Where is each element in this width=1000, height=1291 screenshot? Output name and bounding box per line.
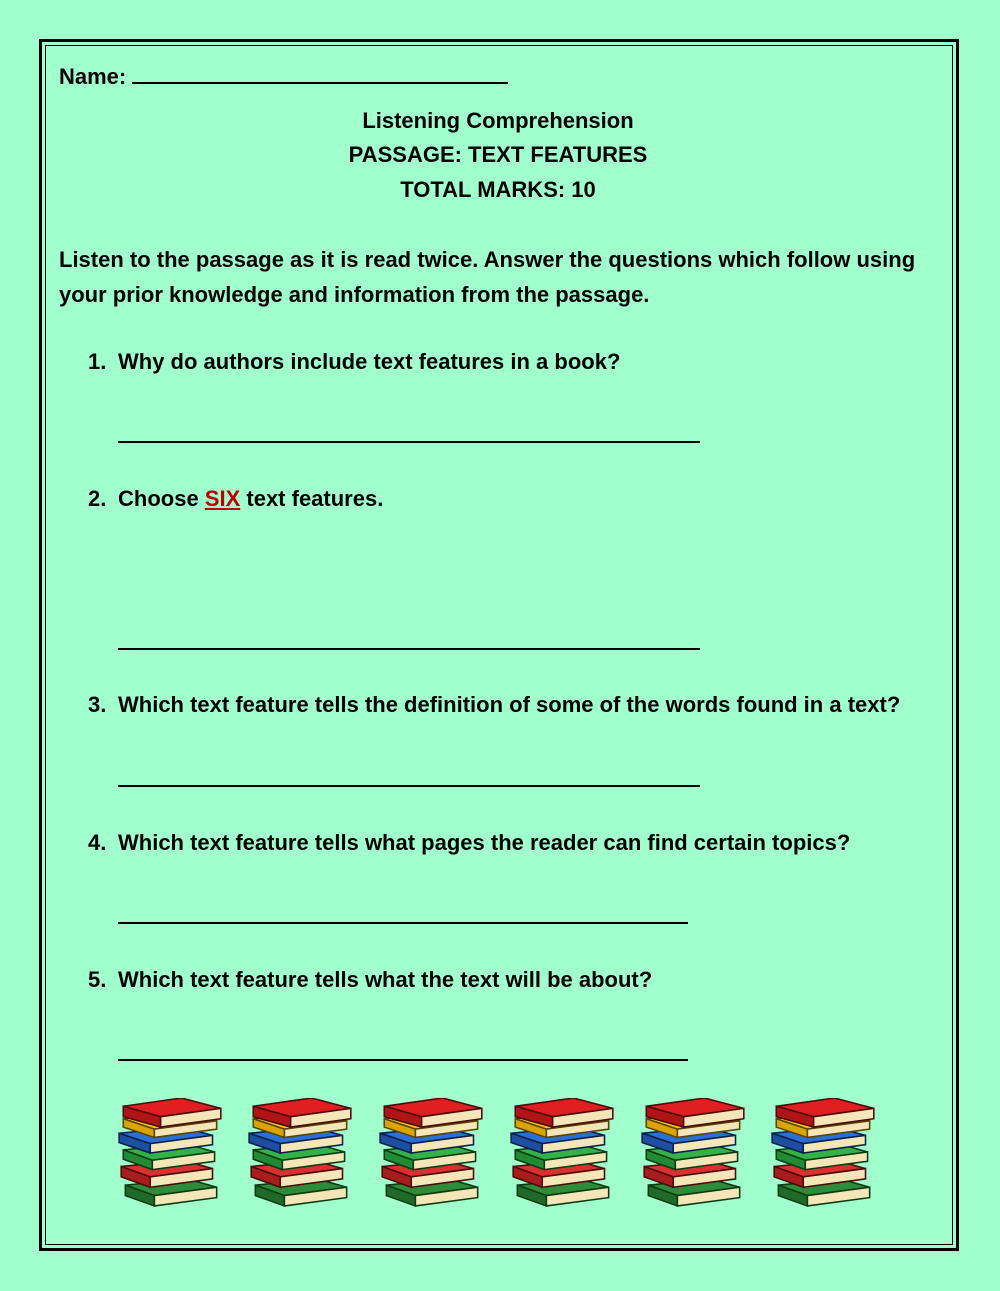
question-2 bbox=[88, 486, 383, 512]
instructions: Listen to the passage as it is read twice. Answer the questions which follow using your prior knowledge and information from the passage. bbox=[59, 247, 916, 307]
name-blank[interactable] bbox=[132, 60, 508, 84]
page-border-inner bbox=[45, 45, 953, 1245]
answer-line-1[interactable] bbox=[118, 441, 700, 443]
book-stack-icon bbox=[246, 1098, 356, 1208]
answer-line-3[interactable] bbox=[118, 785, 700, 787]
passage-title: PASSAGE: TEXT FEATURES bbox=[348, 142, 648, 167]
question-1 bbox=[88, 349, 620, 375]
question-text: Which text feature tells what pages the reader can find certain topics? bbox=[118, 830, 851, 855]
answer-line-5[interactable] bbox=[118, 1059, 688, 1061]
book-stack-icon bbox=[116, 1098, 226, 1208]
question-text-after: text features. bbox=[240, 486, 384, 511]
name-label: Name: bbox=[59, 64, 127, 89]
book-stack-icon bbox=[508, 1098, 618, 1208]
question-number: 4. bbox=[88, 830, 107, 855]
question-4 bbox=[88, 830, 850, 856]
total-marks: TOTAL MARKS: 10 bbox=[400, 177, 596, 202]
answer-line-4[interactable] bbox=[118, 922, 688, 924]
highlight-six: SIX bbox=[204, 486, 241, 511]
question-text: Which text feature tells the definition of some of the words found in a text? bbox=[118, 692, 901, 717]
book-stack-icon bbox=[377, 1098, 487, 1208]
question-3 bbox=[88, 692, 900, 718]
question-text: Why do authors include text features in a book? bbox=[118, 349, 621, 374]
question-number: 5. bbox=[88, 967, 107, 992]
question-number: 2. bbox=[88, 486, 107, 511]
answer-line-2[interactable] bbox=[118, 648, 700, 650]
worksheet-title: Listening Comprehension bbox=[362, 108, 634, 133]
question-text-before: Choose bbox=[118, 486, 205, 511]
question-number: 1. bbox=[88, 349, 107, 374]
question-5 bbox=[88, 967, 652, 993]
book-stack-icon bbox=[639, 1098, 749, 1208]
question-text: Which text feature tells what the text will be about? bbox=[118, 967, 653, 992]
name-field bbox=[59, 60, 508, 90]
book-stack-icon bbox=[769, 1098, 879, 1208]
question-number: 3. bbox=[88, 692, 107, 717]
